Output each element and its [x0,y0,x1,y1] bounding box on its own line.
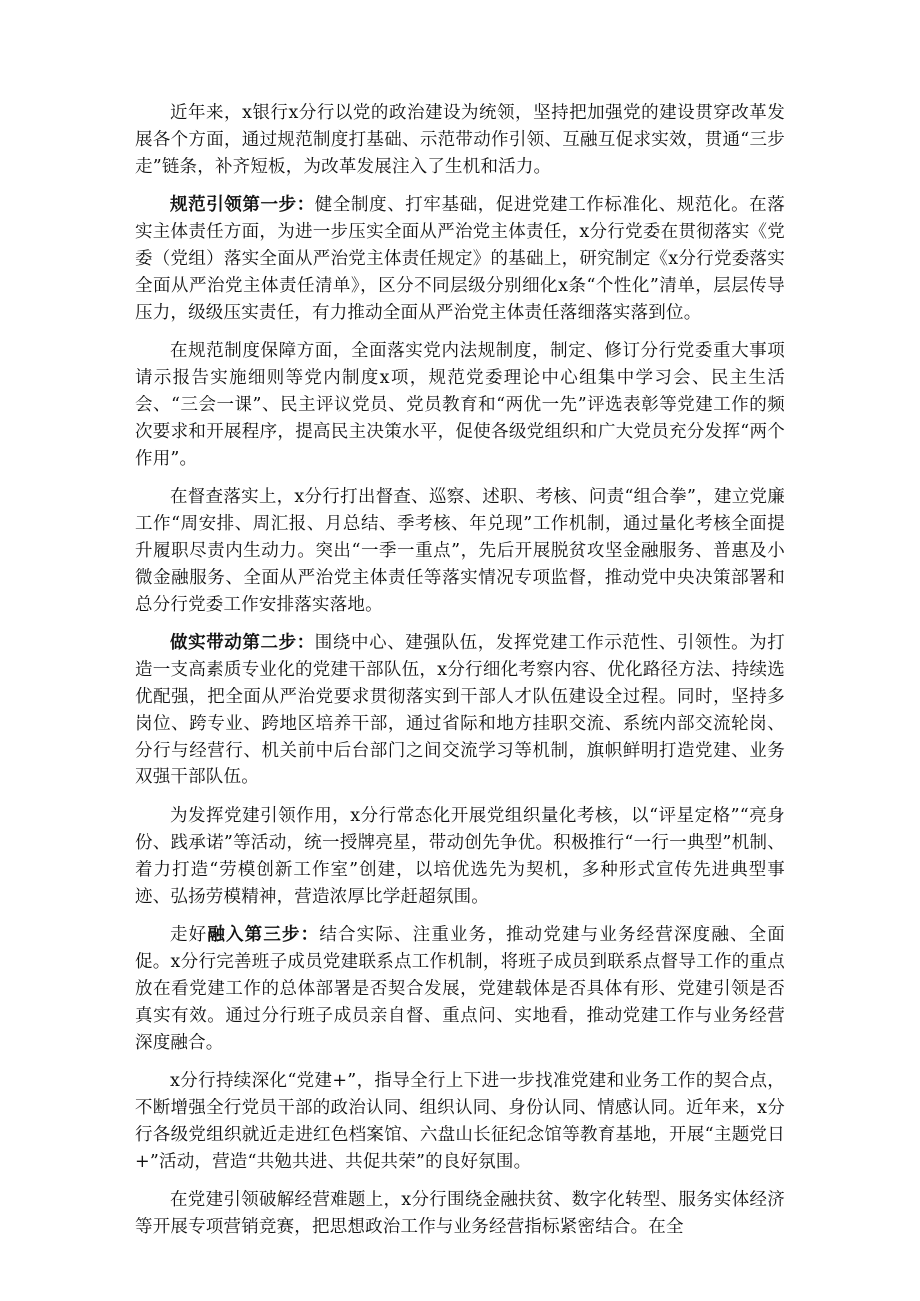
paragraph-step-two [135,630,785,791]
paragraph-text: 为发挥党建引领作用，x分行常态化开展党组织量化考核，以“评星定格”“亮身份、践承诺”等活动，统一授牌亮星，带动创先争优。积极推行“一行一典型”机制、着力打造“劳模创新工作室”创建，以培优选先为契机，多种形式宣传先进典型事迹、弘扬劳模精神，营造浓厚比学赶超氛围。 [135,806,785,907]
paragraph-intro [135,100,785,180]
paragraph-regulation [135,338,785,472]
paragraph-text: 围绕中心、建强队伍，发挥党建工作示范性、引领性。为打造一支高素质专业化的党建干部队伍，x分行细化考察内容、优化路径方法、持续选优配强，把全面从严治党要求贯彻落实到干部人才队伍建设全过程。同时，坚持多岗位、跨专业、跨地区培养干部，通过省际和地方挂职交流、系统内部交流轮岗、分行与经营行、机关前中后台部门之间交流学习等机制，旗帜鲜明打造党建、业务双强干部队伍。 [135,633,785,788]
paragraph-heading-plain: 走好 [170,925,208,946]
paragraph-text: 在规范制度保障方面，全面落实党内法规制度，制定、修订分行党委重大事项请示报告实施细则等党内制度x项，规范党委理论中心组集中学习会、民主生活会、“三会一课”、民主评议党员、党员教育和“两优一先”评选表彰等党建工作的频次要求和开展程序，提高民主决策水平，促使各级党组织和广大党员充分发挥“两个作用”。 [135,341,785,469]
paragraph-business-challenges [135,1187,785,1241]
paragraph-text: 结合实际、注重业务，推动党建与业务经营深度融、全面促。x分行完善班子成员党建联系点工作机制，将班子成员到联系点督导工作的重点放在看党建工作的总体部署是否契合发展，党建载体是否具体有形、党建引领是否真实有效。通过分行班子成员亲自督、重点问、实地看，推动党建工作与业务经营深度融合。 [135,925,786,1053]
paragraph-text: 近年来，x银行x分行以党的政治建设为统领，坚持把加强党的建设贯穿改革发展各个方面，通过规范制度打基础、示范带动作引领、互融互促求实效，贯通“三步走”链条，补齐短板，为改革发展注入了生机和活力。 [135,103,785,177]
paragraph-supervision [135,484,785,618]
paragraph-heading: 做实带动第二步： [170,633,315,654]
paragraph-text: x分行持续深化“党建+”，指导全行上下进一步找准党建和业务工作的契合点，不断增强全行党员干部的政治认同、组织认同、身份认同、情感认同。近年来，x分行各级党组织就近走进红色档案馆、六盘山长征纪念馆等教育基地，开展“主题党日+”活动，营造“共勉共进、共促共荣”的良好氛围。 [135,1071,785,1172]
paragraph-step-three [135,922,785,1056]
paragraph-party-building-plus [135,1068,785,1175]
paragraph-heading: 规范引领第一步： [170,195,315,216]
paragraph-heading: 融入第三步： [207,925,320,946]
paragraph-text: 在督查落实上，x分行打出督查、巡察、述职、考核、问责“组合拳”，建立党廉工作“周安排、周汇报、月总结、季考核、年兑现”工作机制，通过量化考核全面提升履职尽责内生动力。突出“一季一重点”，先后开展脱贫攻坚金融服务、普惠及小微金融服务、全面从严治党主体责任等落实情况专项监督，推动党中央决策部署和总分行党委工作安排落实落地。 [135,487,785,615]
paragraph-leadership [135,803,785,910]
paragraph-step-one [135,192,785,326]
paragraph-text: 在党建引领破解经营难题上，x分行围绕金融扶贫、数字化转型、服务实体经济等开展专项营销竞赛，把思想政治工作与业务经营指标紧密结合。在全 [135,1190,785,1238]
paragraph-text: 健全制度、打牢基础，促进党建工作标准化、规范化。在落实主体责任方面，为进一步压实全面从严治党主体责任，x分行党委在贯彻落实《党委（党组）落实全面从严治党主体责任规定》的基础上，研究制定《x分行党委落实全面从严治党主体责任清单》，区分不同层级分别细化x条“个性化”清单，层层传导压力，级级压实责任，有力推动全面从严治党主体责任落细落实落到位。 [135,195,785,323]
